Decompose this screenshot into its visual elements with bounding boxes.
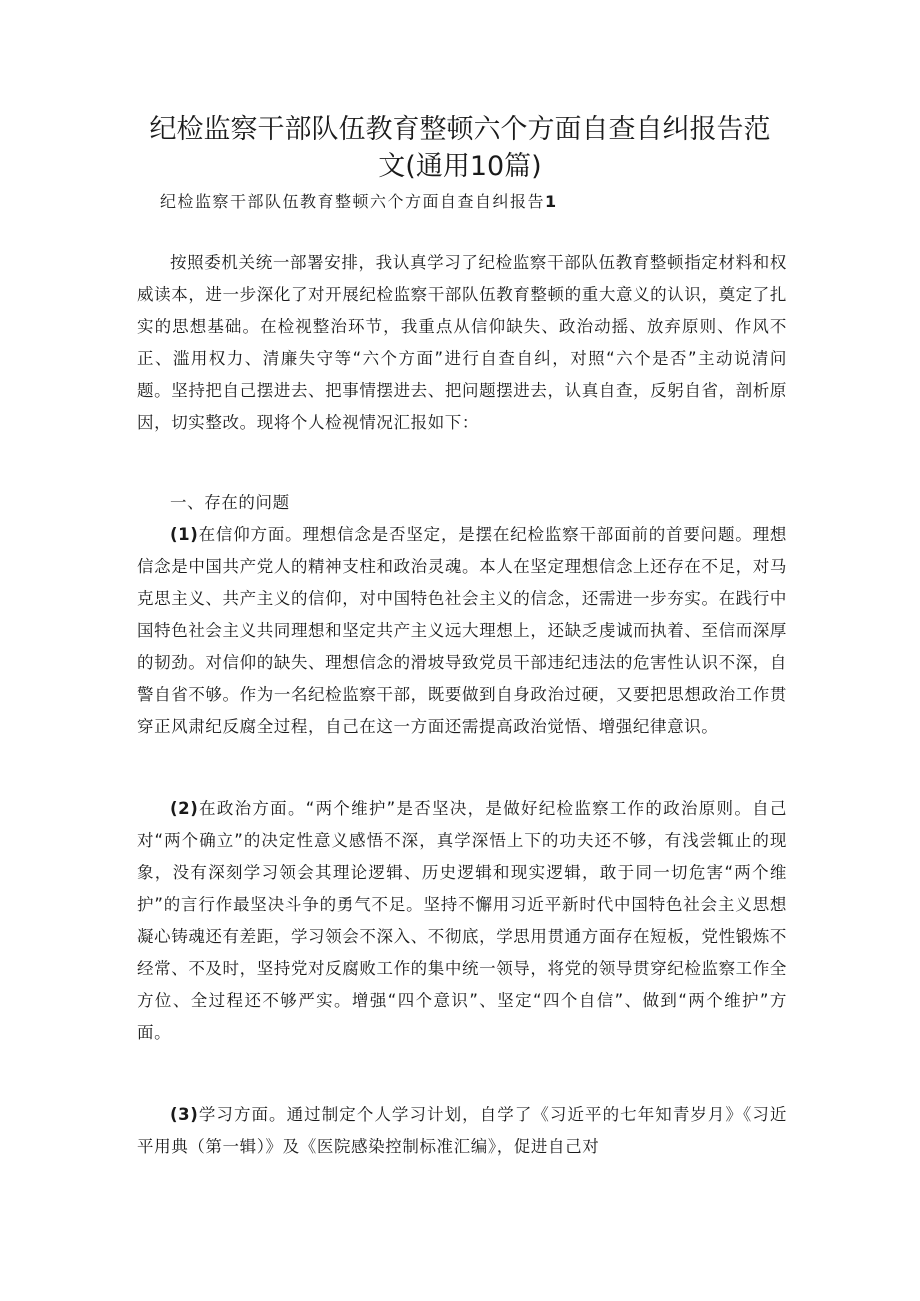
item-1-paragraph xyxy=(137,519,787,743)
report-subheading xyxy=(160,190,558,214)
subheading-number: 1 xyxy=(545,192,558,211)
section-heading: 一、存在的问题 xyxy=(170,493,290,512)
item-3-number: (3) xyxy=(170,1105,199,1124)
item-2-text: 在政治方面。“两个维护”是否坚决，是做好纪检监察工作的政治原则。自己对“两个确立”的决定性意义感悟不深，真学深悟上下的功夫还不够，有浅尝辄止的现象，没有深刻学习领会其理论逻辑、历史逻辑和现实逻辑，敢于同一切危害“两个维护”的言行作最坚决斗争的勇气不足。坚持不懈用习近平新时代中国特色社会主义思想凝心铸魂还有差距，学习领会不深入、不彻底，学思用贯通方面存在短板，党性锻炼不经常、不及时，坚持党对反腐败工作的集中统一领导，将党的领导贯穿纪检监察工作全方位、全过程还不够严实。增强“四个意识”、坚定“四个自信”、做到“两个维护”方面。 xyxy=(137,799,787,1042)
item-3-text: 学习方面。通过制定个人学习计划，自学了《习近平的七年知青岁月》《习近平用典（第一辑）》及《医院感染控制标准汇编》，促进自己对 xyxy=(137,1105,787,1156)
item-1-text: 在信仰方面。理想信念是否坚定，是摆在纪检监察干部面前的首要问题。理想信念是中国共产党人的精神支柱和政治灵魂。本人在坚定理想信念上还存在不足，对马克思主义、共产主义的信仰，对中国特色社会主义的信念，还需进一步夯实。在践行中国特色社会主义共同理想和坚定共产主义远大理想上，还缺乏虔诚而执着、至信而深厚的韧劲。对信仰的缺失、理想信念的滑坡导致党员干部违纪违法的危害性认识不深，自警自省不够。作为一名纪检监察干部，既要做到自身政治过硬，又要把思想政治工作贯穿正风肃纪反腐全过程，自己在这一方面还需提高政治觉悟、增强纪律意识。 xyxy=(137,525,787,736)
document-title-line2: 文(通用10篇) xyxy=(378,151,542,182)
intro-paragraph: 按照委机关统一部署安排，我认真学习了纪检监察干部队伍教育整顿指定材料和权威读本，进一步深化了对开展纪检监察干部队伍教育整顿的重大意义的认识，奠定了扎实的思想基础。在检视整治环节，我重点从信仰缺失、政治动摇、放弃原则、作风不正、滥用权力、清廉失守等“六个方面”进行自查自纠，对照“六个是否”主动说清问题。坚持把自己摆进去、把事情摆进去、把问题摆进去，认真自查，反躬自省，剖析原因，切实整改。现将个人检视情况汇报如下： xyxy=(137,253,787,432)
item-3-paragraph xyxy=(137,1099,787,1163)
item-2-paragraph xyxy=(137,793,787,1049)
item-2-number: (2) xyxy=(170,799,199,818)
document-title-line1: 纪检监察干部队伍教育整顿六个方面自查自纠报告范 xyxy=(149,114,771,145)
item-1-number: (1) xyxy=(170,525,199,544)
subheading-text: 纪检监察干部队伍教育整顿六个方面自查自纠报告 xyxy=(160,192,546,211)
